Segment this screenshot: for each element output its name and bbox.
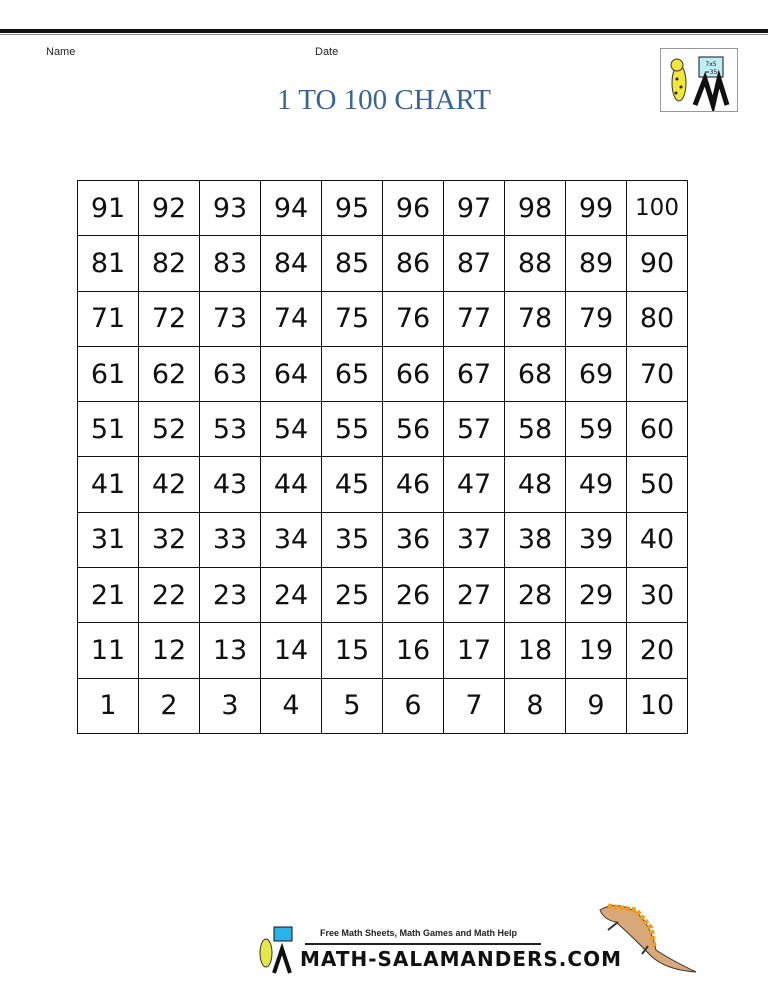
salamander-illustration-icon [596,900,706,976]
grid-cell: 99 [566,181,627,236]
grid-cell: 56 [383,402,444,457]
grid-cell: 64 [261,346,322,401]
grid-cell: 6 [383,678,444,733]
grid-row [78,236,688,291]
grid-cell: 93 [200,181,261,236]
grid-cell: 23 [200,568,261,623]
grid-cell: 70 [627,346,688,401]
grid-cell: 89 [566,236,627,291]
date-label: Date [315,46,339,58]
grid-cell: 29 [566,568,627,623]
grid-cell: 40 [627,512,688,567]
grid-cell: 7 [444,678,505,733]
grid-cell: 20 [627,623,688,678]
name-label: Name [46,46,76,58]
grid-cell: 28 [505,568,566,623]
grid-cell: 66 [383,346,444,401]
grid-cell: 59 [566,402,627,457]
grid-cell: 19 [566,623,627,678]
grid-row [78,402,688,457]
grid-row [78,678,688,733]
grid-row [78,291,688,346]
grid-row [78,457,688,512]
grid-cell: 94 [261,181,322,236]
grid-cell: 85 [322,236,383,291]
grid-cell: 69 [566,346,627,401]
grid-cell: 31 [78,512,139,567]
grid-cell: 61 [78,346,139,401]
grid-cell: 10 [627,678,688,733]
grid-cell: 30 [627,568,688,623]
grid-cell: 63 [200,346,261,401]
grid-cell: 84 [261,236,322,291]
svg-text:7x5: 7x5 [705,61,717,68]
grid-row [78,512,688,567]
grid-cell: 4 [261,678,322,733]
grid-cell: 75 [322,291,383,346]
grid-cell: 87 [444,236,505,291]
grid-cell: 33 [200,512,261,567]
grid-cell: 41 [78,457,139,512]
header-rule-thin [0,34,768,35]
grid-cell: 58 [505,402,566,457]
footer-rule [305,943,541,945]
grid-cell: 2 [139,678,200,733]
grid-cell: 67 [444,346,505,401]
grid-cell: 95 [322,181,383,236]
grid-cell: 54 [261,402,322,457]
grid-cell: 16 [383,623,444,678]
grid-cell: 46 [383,457,444,512]
svg-text:=35: =35 [704,69,718,76]
grid-cell: 51 [78,402,139,457]
grid-cell: 1 [78,678,139,733]
grid-cell: 71 [78,291,139,346]
footer-tagline: Free Math Sheets, Math Games and Math Help [320,928,518,938]
grid-cell: 97 [444,181,505,236]
grid-cell: 65 [322,346,383,401]
hundred-chart-grid [77,180,688,734]
grid-cell: 77 [444,291,505,346]
grid-cell: 38 [505,512,566,567]
grid-cell: 39 [566,512,627,567]
grid-cell: 14 [261,623,322,678]
grid-cell: 37 [444,512,505,567]
grid-cell: 8 [505,678,566,733]
footer-brand: MATH-SALAMANDERS.COM [300,947,622,971]
grid-cell: 53 [200,402,261,457]
grid-cell: 76 [383,291,444,346]
grid-cell: 5 [322,678,383,733]
grid-cell: 24 [261,568,322,623]
grid-cell: 74 [261,291,322,346]
grid-cell: 11 [78,623,139,678]
grid-cell: 35 [322,512,383,567]
grid-cell: 17 [444,623,505,678]
grid-cell: 81 [78,236,139,291]
grid-cell: 50 [627,457,688,512]
grid-cell: 44 [261,457,322,512]
grid-cell: 36 [383,512,444,567]
grid-row [78,346,688,401]
grid-cell: 78 [505,291,566,346]
grid-cell: 9 [566,678,627,733]
grid-cell: 42 [139,457,200,512]
grid-cell: 73 [200,291,261,346]
grid-cell: 49 [566,457,627,512]
grid-cell: 91 [78,181,139,236]
grid-cell: 68 [505,346,566,401]
grid-cell: 21 [78,568,139,623]
grid-cell: 48 [505,457,566,512]
footer-salamander-logo-icon [252,925,302,975]
grid-cell: 55 [322,402,383,457]
grid-row [78,181,688,236]
page-title: 1 TO 100 CHART [277,84,491,116]
grid-cell: 92 [139,181,200,236]
grid-cell: 15 [322,623,383,678]
grid-cell: 72 [139,291,200,346]
grid-cell: 88 [505,236,566,291]
grid-cell: 47 [444,457,505,512]
header-rule [0,29,768,33]
grid-cell: 18 [505,623,566,678]
grid-row [78,568,688,623]
grid-cell: 52 [139,402,200,457]
grid-cell: 22 [139,568,200,623]
grid-row [78,623,688,678]
salamander-teacher-logo-icon [660,48,738,112]
grid-cell: 83 [200,236,261,291]
grid-cell: 96 [383,181,444,236]
grid-cell: 12 [139,623,200,678]
grid-cell: 26 [383,568,444,623]
grid-cell: 34 [261,512,322,567]
grid-cell: 100 [627,181,688,236]
grid-cell: 45 [322,457,383,512]
grid-cell: 13 [200,623,261,678]
grid-cell: 32 [139,512,200,567]
grid-cell: 27 [444,568,505,623]
grid-cell: 79 [566,291,627,346]
grid-cell: 60 [627,402,688,457]
grid-cell: 43 [200,457,261,512]
grid-cell: 86 [383,236,444,291]
grid-cell: 25 [322,568,383,623]
grid-cell: 82 [139,236,200,291]
grid-cell: 57 [444,402,505,457]
grid-cell: 98 [505,181,566,236]
grid-cell: 3 [200,678,261,733]
grid-cell: 62 [139,346,200,401]
grid-cell: 80 [627,291,688,346]
grid-cell: 90 [627,236,688,291]
